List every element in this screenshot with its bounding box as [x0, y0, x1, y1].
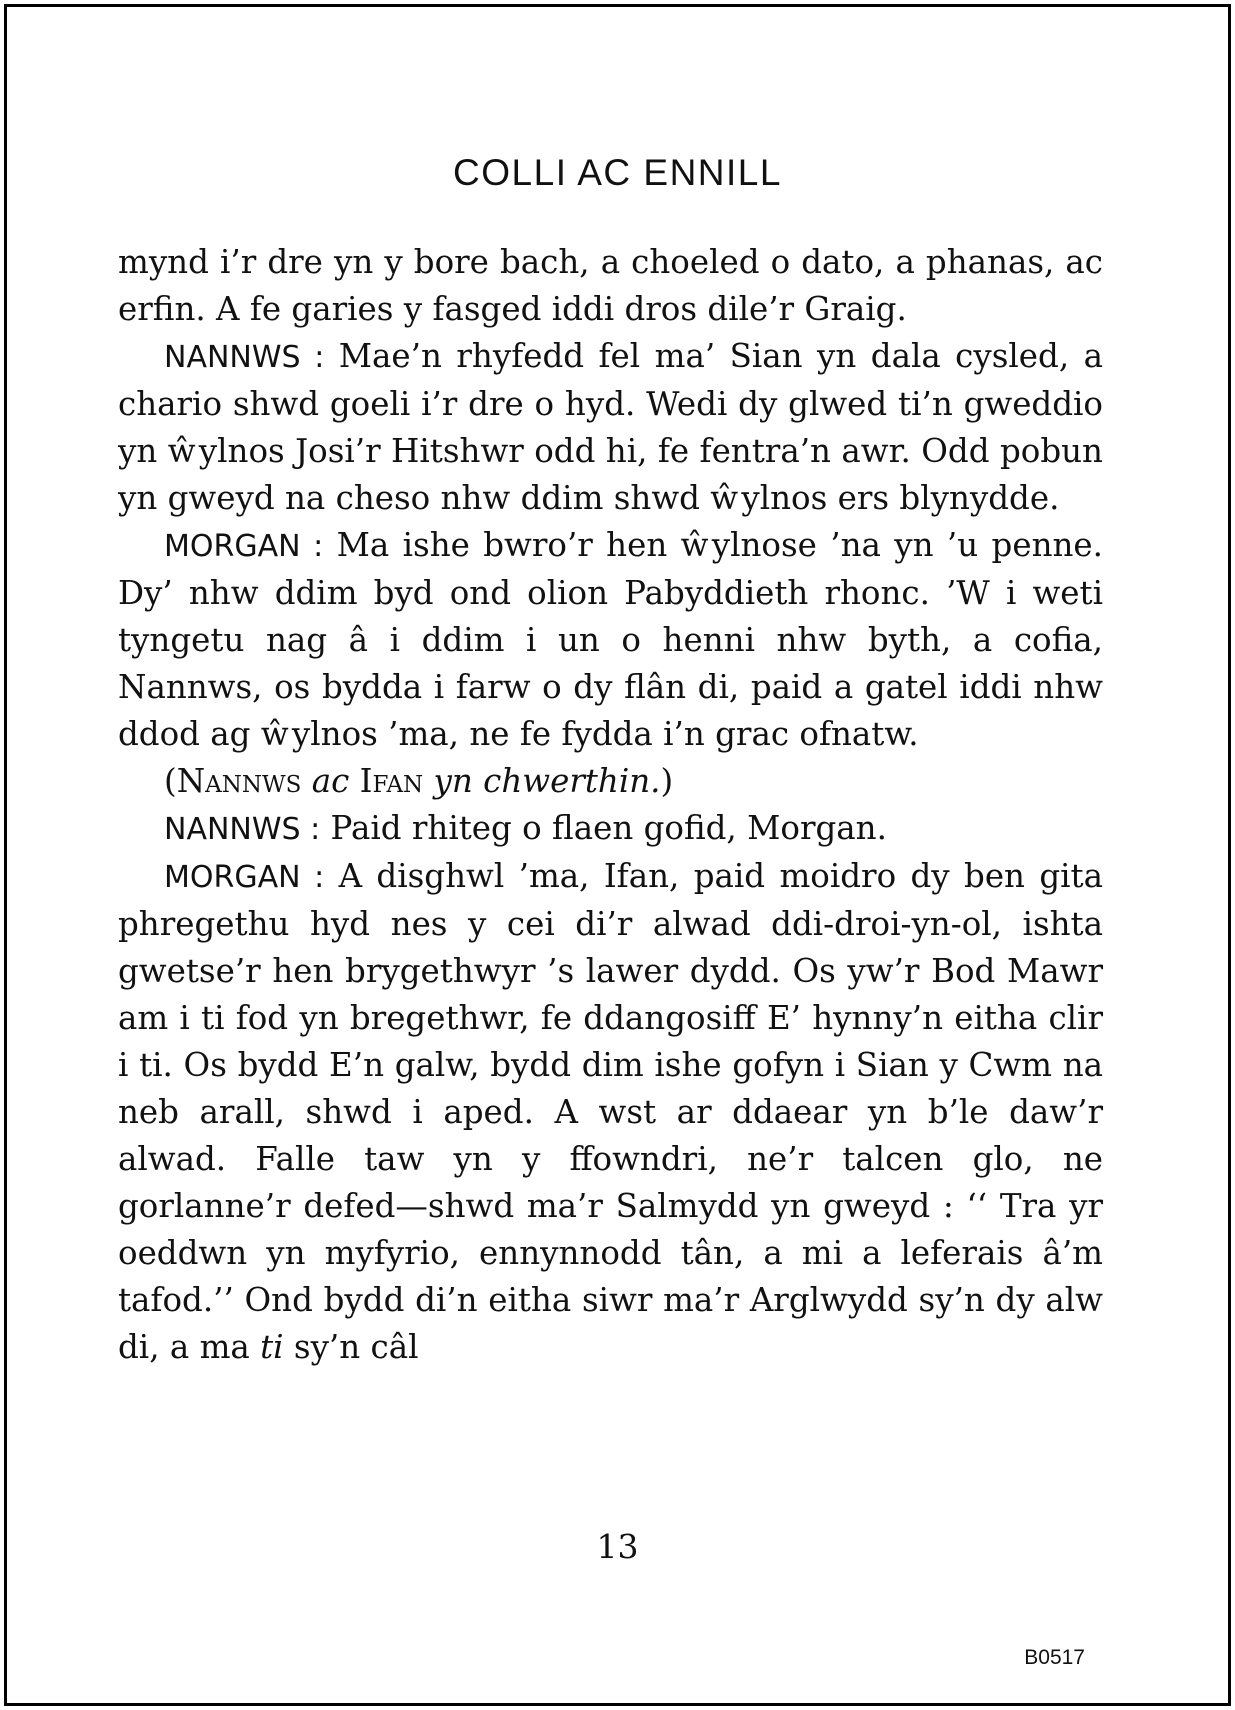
stage-direction-action: yn chwerthin.	[423, 762, 661, 800]
paragraph-nannws-1	[118, 333, 1103, 522]
speaker-name: NANNWS :	[164, 340, 325, 375]
catalog-code: B0517	[1024, 1646, 1085, 1669]
speech-text-end: sy’n câl	[283, 1328, 419, 1366]
speaker-name: MORGAN :	[164, 529, 324, 564]
speaker-name: NANNWS :	[164, 812, 321, 847]
stage-direction-conjunction: ac	[301, 762, 360, 800]
stage-direction-name-ifan: Ifan	[359, 762, 424, 800]
stage-direction-close-paren: )	[660, 762, 674, 800]
stage-direction	[118, 758, 1103, 805]
stage-direction-name-nannws: Nannws	[176, 762, 302, 800]
page-frame	[4, 4, 1231, 1706]
running-head: COLLI AC ENNILL	[453, 152, 782, 193]
paragraph-continuation: mynd i’r dre yn y bore bach, a choeled o dato, a phanas, ac erfin. A fe garies y fasged iddi dros dile’r Graig.	[118, 243, 1103, 328]
emphasized-word: ti	[260, 1328, 284, 1366]
body-text	[118, 239, 1103, 1371]
paragraph-morgan-1	[118, 522, 1103, 758]
speech-text: Paid rhiteg o flaen gofid, Morgan.	[320, 809, 887, 847]
speech-text: A disghwl ’ma, Ifan, paid moidro dy ben gita phregethu hyd nes y cei di’r alwad ddi-droi-yn-ol, ishta gwetse’r hen brygethwyr ’s lawer dydd. Os yw’r Bod Mawr am i ti fod yn bregethwr, fe ddangosiff E’ hynny’n eitha clir i ti. Os bydd E’n galw, bydd dim ishe gofyn i Sian y Cwm na neb arall, shwd i aped. A wst ar ddaear yn b’le daw’r alwad. Falle taw yn y ffowndri, ne’r talcen glo, ne gorlanne’r defed—shwd ma’r Salmydd yn gweyd : ‘‘ Tra yr oeddwn yn myfyrio, ennynnodd tân, a mi a leferais â’m tafod.’’ Ond bydd di’n eitha siwr ma’r Arglwydd sy’n dy alw di, a ma	[118, 857, 1103, 1366]
speech-text: Mae’n rhyfedd fel ma’ Sian yn dala cysled, a chario shwd goeli i’r dre o hyd. Wedi dy glwed ti’n gweddio yn ŵylnos Josi’r Hitshwr odd hi, fe fentra’n awr. Odd pobun yn gweyd na cheso nhw ddim shwd ŵylnos ers blynydde.	[118, 337, 1103, 517]
stage-direction-open-paren: (	[164, 762, 177, 800]
speaker-name: MORGAN :	[164, 860, 325, 895]
page-number: 13	[596, 1527, 639, 1566]
paragraph-nannws-2	[118, 805, 1103, 853]
speech-text: Ma ishe bwro’r hen ŵylnose ’na yn ’u penne. Dy’ nhw ddim byd ond olion Pabyddieth rhonc. ’W i weti tyngetu nag â i ddim i un o henni nhw byth, a cofia, Nannws, os bydda i farw o dy flân di, paid a gatel iddi nhw ddod ag ŵylnos ’ma, ne fe fydda i’n grac ofnatw.	[118, 526, 1103, 753]
paragraph-morgan-2	[118, 853, 1103, 1371]
